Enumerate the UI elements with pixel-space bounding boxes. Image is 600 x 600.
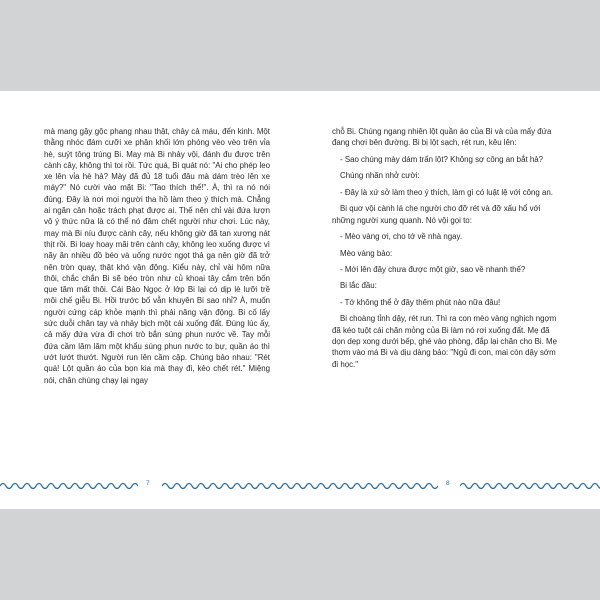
left-page-number: 7 [146, 480, 150, 487]
right-paragraph-9: Bi lắc đầu: [340, 281, 377, 291]
right-paragraph-5: Bi quơ vội cành lá che người cho đỡ rét và đỡ xấu hổ với những người xung quanh. Nó vội gọi to: [332, 204, 541, 225]
right-page-number: 8 [446, 480, 450, 487]
center-wave-divider [162, 479, 438, 493]
right-wave-divider [460, 479, 600, 493]
right-paragraph-6: - Mèo vàng ơi, cho tớ về nhà ngay. [340, 232, 463, 242]
book-spread [0, 91, 600, 509]
right-paragraph-11: Bi choàng tỉnh dậy, rét run. Thì ra con mèo vàng nghịch ngợm đã kéo tuột cái chăn mỏng của Bi làm nó rơi xuống đất. Mẹ đã dọn dẹp xong dưới bếp, ghé vào phòng, đắp lại chăn cho Bi. Mẹ thơm vào má Bi và dịu dàng bảo: "Ngủ đi con, mai còn dậy sớm đi học." [332, 314, 557, 369]
right-paragraph-7: Mèo vàng bảo: [340, 248, 393, 258]
left-wave-divider [0, 479, 138, 493]
right-paragraph-3: Chúng nhăn nhở cười: [340, 171, 420, 181]
right-paragraph-1: chỗ Bi. Chúng ngang nhiên lột quần áo của Bi và của mấy đứa đang chơi bên đường. Bi bị lột sạch, rét run, kêu lên: [332, 127, 552, 148]
right-page [332, 126, 557, 426]
right-paragraph-10: - Tớ không thể ở đây thêm phút nào nữa đâu! [340, 297, 501, 307]
left-page [44, 126, 270, 426]
right-paragraph-8: - Mới lên đây chưa được một giờ, sao về nhanh thế? [340, 264, 526, 274]
right-paragraph-4: - Đây là xứ sở làm theo ý thích, làm gì có luật lệ với công an. [340, 187, 553, 197]
right-paragraph-2: - Sao chúng mày dám trấn lột? Không sợ công an bắt hả? [340, 154, 544, 164]
left-paragraph-1: mà mang gậy gộc phang nhau thật, chảy cả máu, đến kinh. Một thằng nhóc đám cưỡi xe phân khối lớn phóng vèo vèo trên vỉa hè, suýt tông trúng Bi. May mà Bi nhảy vội, đánh đu được trên cành cây, không thì toi rồi. Tức quá, Bi quát nó: "Ai cho phép leo xe lên vỉa hè hả? Mày đã đủ 18 tuổi đâu mà dám trèo lên xe máy?" Nó cười vào mặt Bi: "Tao thích thế!". À, thì ra nó nói đúng. Đây là nơi mọi người tha hồ làm theo ý thích mà. Chẳng ai ngăn cản hoặc trách phạt được ai. Thế nên chỉ vài đứa lượn vô ý thức nữa là có thể nó đâm chết người như chơi. Lúc này, may mà Bi níu được cành cây, nếu không giờ đã tan xương nát thịt rồi. Bi loay hoay mãi trên cành cây, không leo xuống được vì nãy ăn nhiều đồ béo và uống nước ngọt thả ga nên giờ đã trở nên tròn quay, thật khó vận động. Kiểu này, chỉ vài hôm nữa thôi, chắc chắn Bi sẽ béo tròn như củ khoai tây cắm trên bốn que tăm mất thôi. Cái Bảo Ngọc ở lớp Bi lại có dịp lè lưỡi trề môi chế giễu Bi. Hồi trước bố vẫn khuyên Bi sao nhỉ? À, muốn người cứng cáp khỏe mạnh thì phải năng vận động. Bi cố lấy sức duỗi chân tay và nhảy bịch một cái xuống đất. Đúng lúc ấy, cả mấy đứa vừa đi chơi trò bắn súng phun nước về. Tay mỗi đứa cầm lăm lăm một khẩu súng phun nước to bự, quần áo thì ướt lướt thướt. Người run lên cầm cập. Chúng bảo nhau: "Rét quá! Lột quần áo của bọn kia mà thay đi, kẻo chết rét." Miệng nói, chân chúng chạy lại ngay [44, 127, 270, 385]
